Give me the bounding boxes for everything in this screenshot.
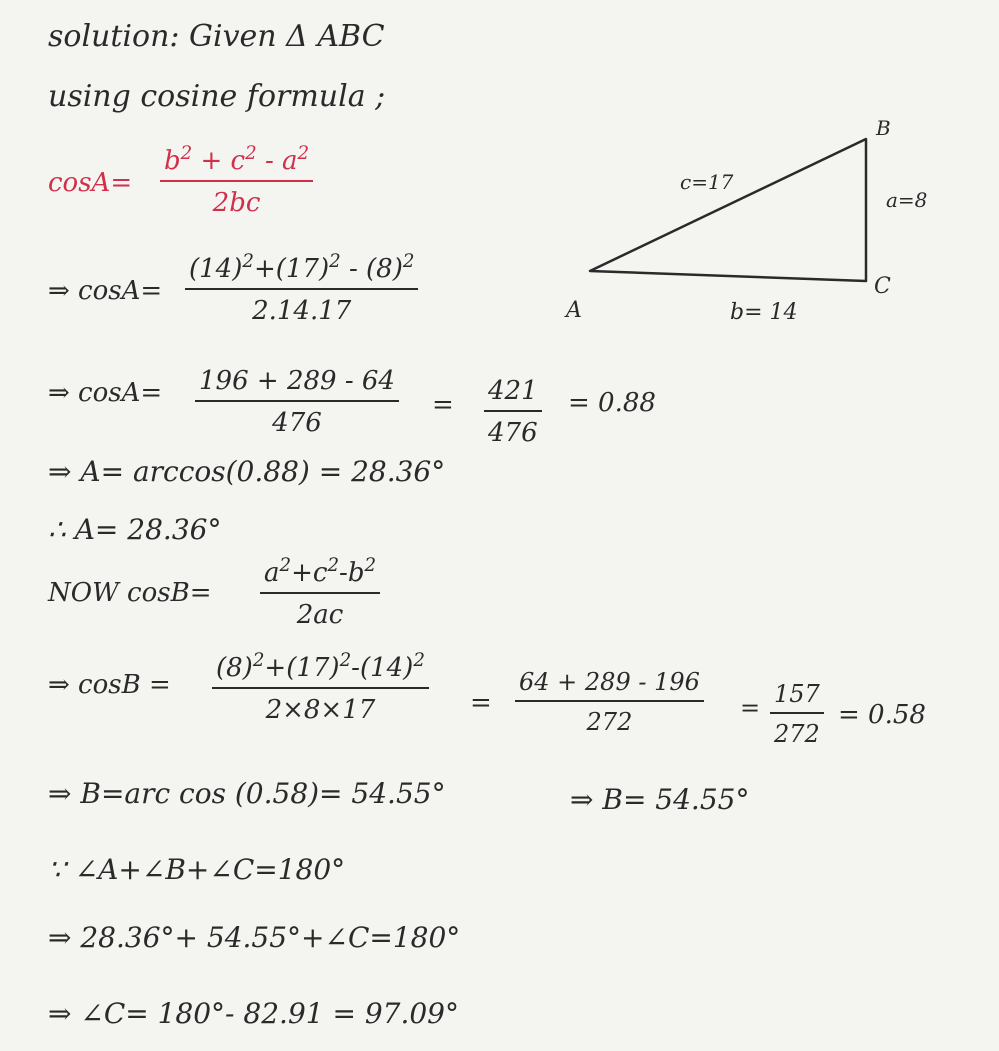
cosB-sub-numerator: $(8)^2+(17)^2-(14)^2$ <box>216 650 425 683</box>
cosB-sub-denominator: 2×8×17 <box>265 694 376 725</box>
cosB-formula-numerator: $a^2+c^2-b^2$ <box>264 555 377 588</box>
equals-sign: = <box>740 694 761 722</box>
angle-sum-substitution: ⇒ 28.36°+ 54.55°+∠C=180° <box>48 921 461 954</box>
cosA-sub-fraction <box>185 251 418 326</box>
cosB-result: = 0.58 <box>838 700 926 730</box>
cosA-eval-label: ⇒ cosA= <box>48 378 163 408</box>
triangle-ABC <box>590 139 866 281</box>
cosA-sub-denominator: 2.14.17 <box>252 295 352 326</box>
cosA-simplified-numerator: 421 <box>488 376 538 406</box>
cosA-sub-numerator: $(14)^2+(17)^2 - (8)^2$ <box>189 251 415 284</box>
cosA-formula-denominator: 2bc <box>212 187 261 218</box>
cosB-sub-label: ⇒ cosB = <box>48 670 171 700</box>
cosA-sub-label: ⇒ cosA= <box>48 276 163 306</box>
cosB-label: NOW cosB= <box>48 578 212 608</box>
cosA-label: cosA= <box>48 168 133 198</box>
formula-intro: using cosine formula ; <box>48 79 386 114</box>
cosA-simplified-fraction <box>484 378 542 446</box>
cosB-eval-denominator: 272 <box>586 707 633 736</box>
cosB-eval-fraction <box>515 670 704 734</box>
angle-C-result: ⇒ ∠C= 180°- 82.91 = 97.09° <box>48 997 459 1030</box>
cosA-result: = 0.88 <box>568 388 656 418</box>
angle-B-arccos: ⇒ B=arc cos (0.58)= 54.55° <box>48 777 446 810</box>
cosB-simplified-fraction <box>770 682 824 746</box>
cosA-eval-numerator: 196 + 289 - 64 <box>199 366 395 396</box>
angle-sum-statement: ∵ ∠A+∠B+∠C=180° <box>48 853 346 886</box>
angle-B-result: ⇒ B= 54.55° <box>570 783 750 816</box>
cosA-eval-denominator: 476 <box>272 407 322 438</box>
cosB-formula-fraction <box>260 555 380 630</box>
cosA-formula-fraction <box>160 143 313 218</box>
side-label-c: c=17 <box>680 170 734 194</box>
angle-A-result: ∴ A= 28.36° <box>48 513 222 546</box>
vertex-label-C: C <box>874 274 891 299</box>
vertex-label-A: A <box>566 298 582 323</box>
cosB-eval-numerator: 64 + 289 - 196 <box>519 668 700 696</box>
cosA-formula-numerator: $b^2 + c^2 - a^2$ <box>164 143 310 176</box>
cosB-simplified-denominator: 272 <box>774 719 820 748</box>
angle-A-arccos: ⇒ A= arccos(0.88) = 28.36° <box>48 455 446 488</box>
side-label-a: a=8 <box>886 188 928 212</box>
vertex-label-B: B <box>876 116 891 140</box>
cosA-simplified-denominator: 476 <box>488 417 538 448</box>
cosB-formula-denominator: 2ac <box>296 599 344 630</box>
side-label-b: b= 14 <box>730 300 798 325</box>
solution-heading: solution: Given Δ ABC <box>48 19 385 54</box>
cosB-sub-fraction <box>212 650 429 725</box>
cosA-eval-fraction <box>195 368 399 436</box>
equals-sign: = <box>432 390 454 420</box>
cosB-simplified-numerator: 157 <box>774 680 820 708</box>
equals-sign: = <box>470 688 492 718</box>
